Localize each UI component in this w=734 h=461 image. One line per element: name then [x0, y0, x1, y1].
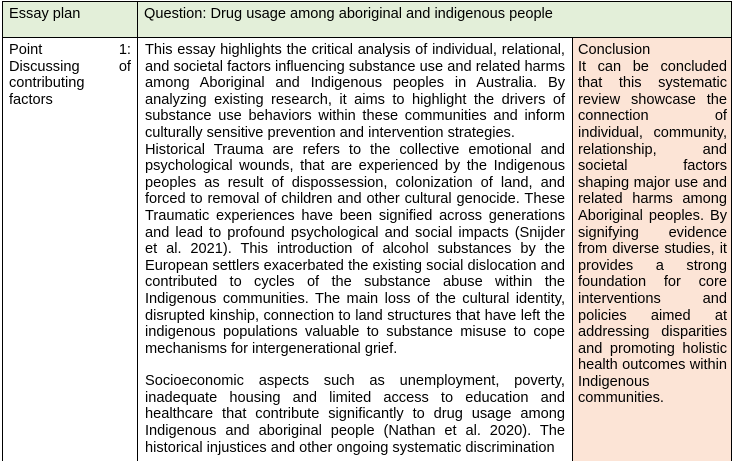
border-header-bottom: [2, 37, 732, 38]
border-top: [2, 1, 732, 2]
main-content-cell: [138, 38, 572, 461]
border-col-2: [572, 38, 573, 461]
essay-plan-label: Essay plan: [9, 6, 81, 22]
point-cell: [3, 38, 137, 461]
conclusion-text: It can be concluded that this systematic review showcase the connection of individual, community, relationship, and societal factors shaping major use and related harms among Aboriginal peoples. By signifying evidence from diverse studies, it provides a strong foundation for core interventions and policies aimed at addressing disparities and promoting holistic health outcomes within Indigenous communities.: [578, 58, 727, 407]
essay-plan-heading: [3, 2, 137, 37]
border-left: [2, 1, 3, 461]
border-col-1: [137, 1, 138, 461]
border-right: [731, 1, 732, 461]
point-label: Point 1: Discussing of contributing factors: [9, 42, 131, 108]
question-label: Question: Drug usage among aboriginal and indigenous people: [144, 6, 553, 22]
conclusion-cell: [573, 38, 731, 461]
historical-trauma-paragraph: Historical Trauma are refers to the collective emotional and psychological wounds, that are experienced by the Indigenous peoples as result of dispossession, colonization of land, and forced to removal of children and other cultural genocide. These Traumatic experiences have been signified across generations and lead to profound psychological and social impacts (Snijder et al. 2021). This introduction of alcohol substances by the European settlers exacerbated the existing social dislocation and contributed to cycles of the substance abuse within the Indigenous communities. The main loss of the cultural identity, disrupted kinship, connection to land structures that have left the indigenous populations valuable to substance misuse to cope mechanisms for intergenerational grief.: [145, 141, 565, 357]
socioeconomic-paragraph: Socioeconomic aspects such as unemployment, poverty, inadequate housing and limited access to education and healthcare that contribute significantly to drug usage among Indigenous and aboriginal people (Nathan et al. 2020). The historical injustices and other ongoing systematic discrimination: [145, 373, 565, 456]
question-heading: [138, 2, 731, 37]
paragraph-spacer: [145, 357, 565, 373]
conclusion-heading: Conclusion: [578, 42, 651, 58]
intro-paragraph: This essay highlights the critical analysis of individual, relational, and societal factors influencing substance use and related harms among Aboriginal and Indigenous peoples in Australia. By analyzing existing research, it aims to highlight the drivers of substance use behaviors within these communities and inform culturally sensitive prevention and intervention strategies.: [145, 42, 565, 141]
